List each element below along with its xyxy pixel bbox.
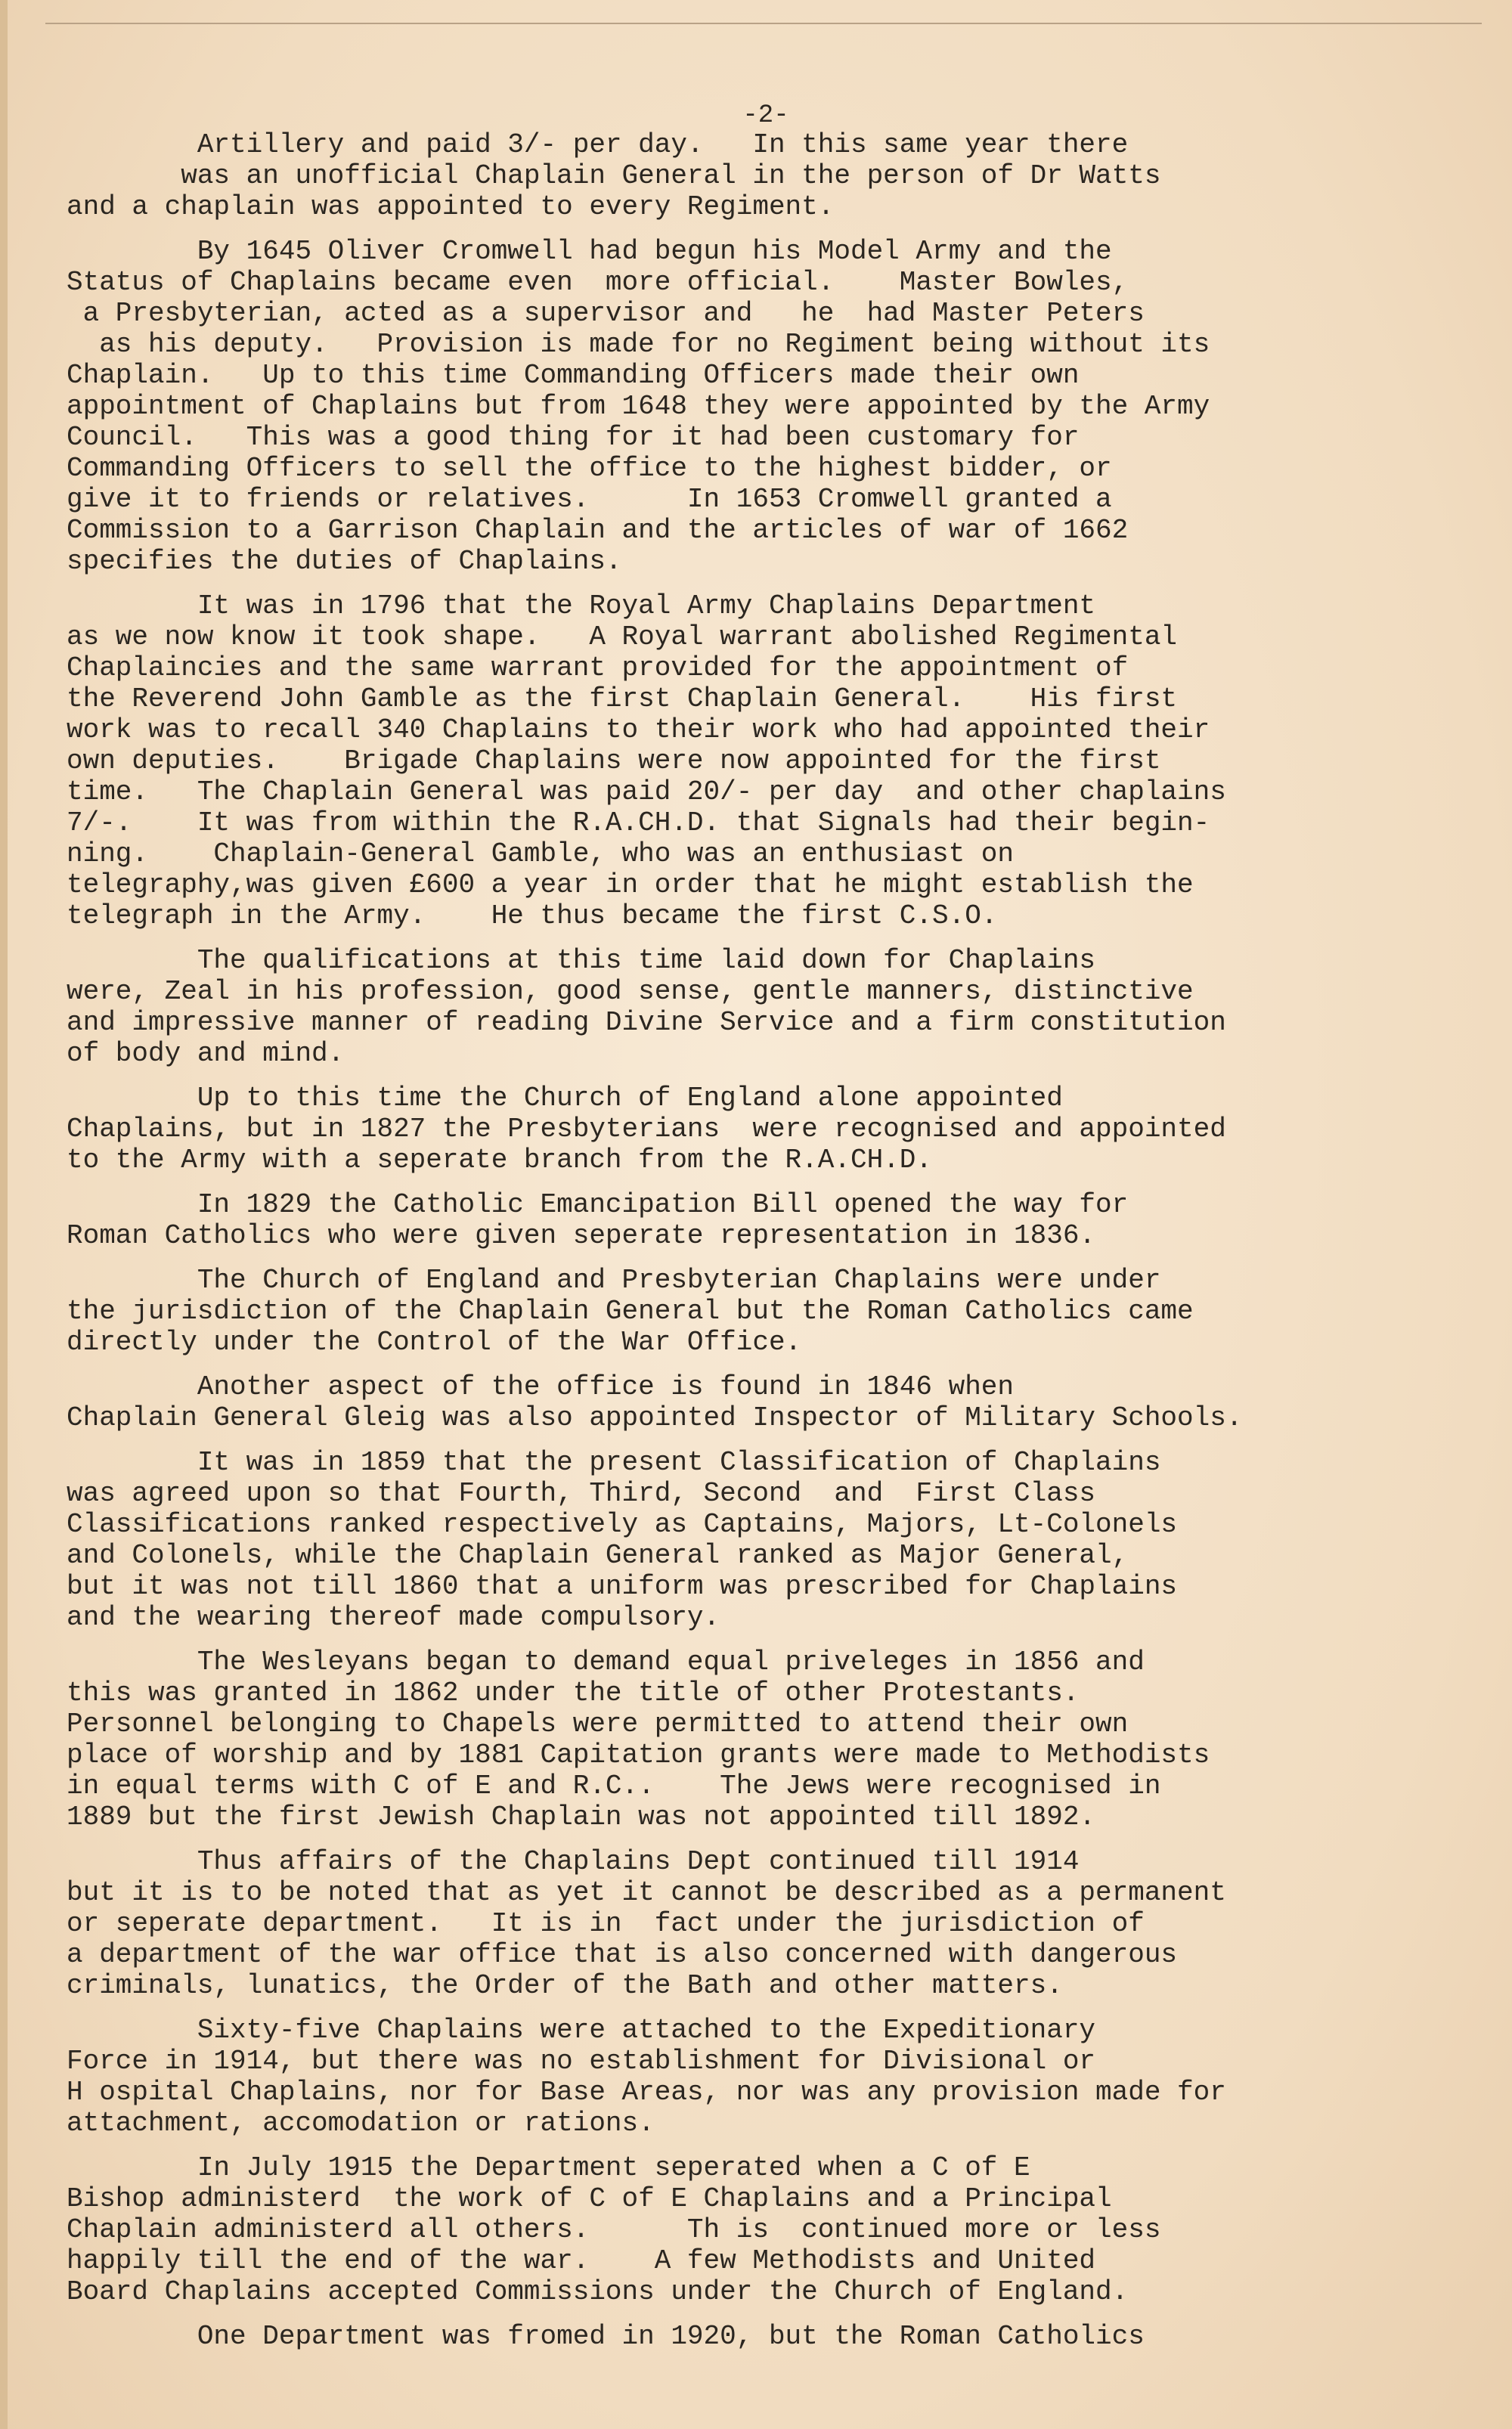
text-line: was agreed upon so that Fourth, Third, Second and First Class [67, 1478, 1096, 1509]
paragraph [67, 2321, 1465, 2352]
text-line: H ospital Chaplains, nor for Base Areas, nor was any provision made for [67, 2077, 1226, 2108]
text-line: Council. This was a good thing for it had been customary for [67, 422, 1080, 453]
text-line: Chaplains, but in 1827 the Presbyterians were recognised and appointed [67, 1114, 1226, 1145]
paragraph [67, 1265, 1465, 1358]
text-line: Personnel belonging to Chapels were permitted to attend their own [67, 1709, 1129, 1740]
paragraph [67, 1647, 1465, 1833]
text-line: Classifications ranked respectively as Captains, Majors, Lt-Colonels [67, 1509, 1178, 1540]
page-edge [0, 0, 8, 2429]
document-body [67, 102, 1465, 2365]
text-line: specifies the duties of Chaplains. [67, 546, 622, 577]
text-line: The Wesleyans began to demand equal priveleges in 1856 and [67, 1647, 1145, 1678]
paragraph [67, 1447, 1465, 1633]
text-line: Chaplain administerd all others. Th is continued more or less [67, 2214, 1161, 2245]
text-line: telegraph in the Army. He thus became the first C.S.O. [67, 900, 998, 931]
paragraph [67, 1189, 1465, 1251]
paragraph [67, 590, 1465, 931]
text-line: this was granted in 1862 under the title of other Protestants. [67, 1678, 1080, 1709]
text-line: One Department was fromed in 1920, but the Roman Catholics [67, 2321, 1145, 2352]
text-line: and impressive manner of reading Divine Service and a firm constitution [67, 1007, 1226, 1038]
text-line: place of worship and by 1881 Capitation grants were made to Methodists [67, 1740, 1210, 1771]
text-line: Thus affairs of the Chaplains Dept continued till 1914 [67, 1846, 1080, 1877]
text-line: as his deputy. Provision is made for no Regiment being without its [67, 329, 1210, 360]
text-line: Force in 1914, but there was no establishment for Divisional or [67, 2046, 1096, 2077]
text-line: was an unofficial Chaplain General in the person of Dr Watts [67, 160, 1161, 191]
text-line: Bishop administerd the work of C of E Chaplains and a Principal [67, 2183, 1112, 2214]
text-line: own deputies. Brigade Chaplains were now appointed for the first [67, 745, 1161, 776]
text-line: By 1645 Oliver Cromwell had begun his Model Army and the [67, 236, 1112, 267]
text-line: Chaplaincies and the same warrant provided for the appointment of [67, 652, 1129, 683]
text-line: of body and mind. [67, 1038, 345, 1069]
text-line: Sixty-five Chaplains were attached to the Expeditionary [67, 2015, 1096, 2046]
text-line: to the Army with a seperate branch from the R.A.CH.D. [67, 1145, 932, 1176]
text-line: In 1829 the Catholic Emancipation Bill opened the way for [67, 1189, 1129, 1220]
text-line: a department of the war office that is also concerned with dangerous [67, 1939, 1178, 1970]
paragraph [67, 945, 1465, 1069]
paragraph-list [67, 129, 1465, 2352]
paragraph [67, 236, 1465, 577]
paragraph [67, 129, 1465, 222]
text-line: Artillery and paid 3/- per day. In this same year there [67, 129, 1129, 160]
text-line: Board Chaplains accepted Commissions under the Church of England. [67, 2276, 1129, 2307]
text-line: happily till the end of the war. A few Methodists and United [67, 2245, 1096, 2276]
text-line: but it was not till 1860 that a uniform was prescribed for Chaplains [67, 1571, 1178, 1602]
text-line: and Colonels, while the Chaplain General ranked as Major General, [67, 1540, 1129, 1571]
text-line: Roman Catholics who were given seperate representation in 1836. [67, 1220, 1096, 1251]
text-line: appointment of Chaplains but from 1648 they were appointed by the Army [67, 391, 1210, 422]
torn-top-edge [45, 23, 1482, 24]
paragraph [67, 1083, 1465, 1176]
text-line: In July 1915 the Department seperated when a C of E [67, 2152, 1030, 2183]
text-line: Commission to a Garrison Chaplain and the articles of war of 1662 [67, 515, 1129, 546]
text-line: It was in 1859 that the present Classification of Chaplains [67, 1447, 1161, 1478]
text-line: ning. Chaplain-General Gamble, who was an enthusiast on [67, 838, 1015, 869]
text-line: and the wearing thereof made compulsory. [67, 1602, 720, 1633]
paragraph [67, 1846, 1465, 2001]
text-line: It was in 1796 that the Royal Army Chaplains Department [67, 590, 1096, 621]
text-line: attachment, accomodation or rations. [67, 2108, 655, 2139]
text-line: 7/-. It was from within the R.A.CH.D. that Signals had their begin- [67, 807, 1210, 838]
text-line: The qualifications at this time laid down for Chaplains [67, 945, 1096, 976]
text-line: give it to friends or relatives. In 1653 Cromwell granted a [67, 484, 1112, 515]
text-line: Up to this time the Church of England alone appointed [67, 1083, 1063, 1114]
paragraph [67, 2152, 1465, 2307]
text-line: Chaplain General Gleig was also appointed Inspector of Military Schools. [67, 1402, 1243, 1433]
text-line: as we now know it took shape. A Royal warrant abolished Regimental [67, 621, 1178, 652]
text-line: Status of Chaplains became even more official. Master Bowles, [67, 267, 1129, 298]
text-line: work was to recall 340 Chaplains to their work who had appointed their [67, 714, 1210, 745]
text-line: or seperate department. It is in fact under the jurisdiction of [67, 1908, 1145, 1939]
text-line: in equal terms with C of E and R.C.. The Jews were recognised in [67, 1771, 1161, 1802]
text-line: a Presbyterian, acted as a supervisor and he had Master Peters [67, 298, 1145, 329]
page-number: -2- [742, 101, 789, 130]
text-line: Chaplain. Up to this time Commanding Officers made their own [67, 360, 1080, 391]
text-line: criminals, lunatics, the Order of the Bath and other matters. [67, 1970, 1063, 2001]
text-line: but it is to be noted that as yet it cannot be described as a permanent [67, 1877, 1226, 1908]
text-line: time. The Chaplain General was paid 20/- per day and other chaplains [67, 776, 1226, 807]
text-line: the jurisdiction of the Chaplain General but the Roman Catholics came [67, 1296, 1194, 1327]
text-line: 1889 but the first Jewish Chaplain was not appointed till 1892. [67, 1802, 1096, 1833]
text-line: telegraphy,was given £600 a year in order that he might establish the [67, 869, 1194, 900]
text-line: The Church of England and Presbyterian Chaplains were under [67, 1265, 1161, 1296]
text-line: and a chaplain was appointed to every Regiment. [67, 191, 835, 222]
text-line: directly under the Control of the War Office. [67, 1327, 802, 1358]
text-line: Another aspect of the office is found in 1846 when [67, 1371, 1015, 1402]
text-line: were, Zeal in his profession, good sense, gentle manners, distinctive [67, 976, 1194, 1007]
text-line: Commanding Officers to sell the office to the highest bidder, or [67, 453, 1112, 484]
paragraph [67, 2015, 1465, 2139]
text-line: the Reverend John Gamble as the first Chaplain General. His first [67, 683, 1178, 714]
paragraph [67, 1371, 1465, 1433]
